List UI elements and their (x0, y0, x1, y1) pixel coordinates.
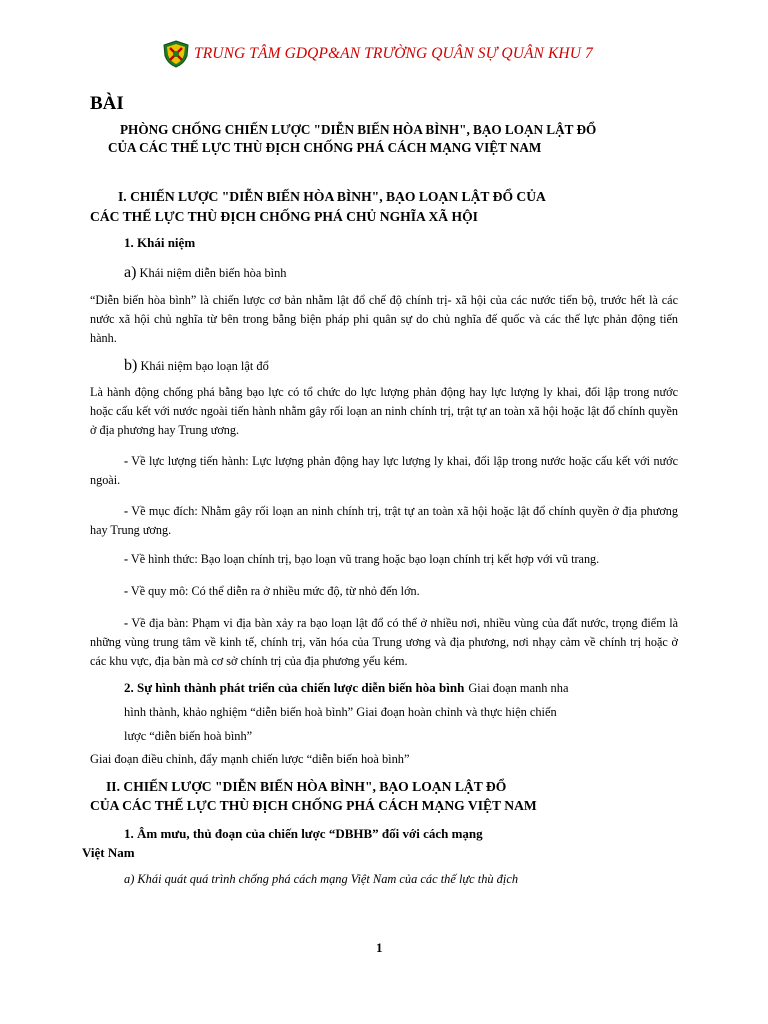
bullet-text: Về mục đích: Nhằm gây rối loạn an ninh chính trị, trật tự an toàn xã hội hoặc lật đổ chính quyền ở địa phương hay Trung ương. (90, 504, 678, 537)
lesson-label: BÀI (90, 93, 124, 114)
page-header (162, 38, 593, 70)
bullet-dash: - (124, 584, 129, 598)
bullet-dash: - (124, 552, 129, 566)
concept-a-label (124, 264, 286, 282)
section-1-sub-1: 1. Khái niệm (124, 235, 196, 250)
section-1-sub-2 (124, 679, 568, 697)
section-2-heading-line-2: CỦA CÁC THẾ LỰC THÙ ĐỊCH CHỐNG PHÁ CÁCH MẠNG VIỆT NAM (90, 798, 537, 813)
bullet-item (90, 452, 678, 490)
concept-b-paragraph: Là hành động chống phá bằng bạo lực có tổ chức do lực lượng phản động hay lực lượng ly khai, đối lập trong nước hoặc cấu kết với nước ngoài tiến hành nhằm gây rối loạn an ninh chính trị, trật tự an toàn xã hội hoặc lật đổ chính quyền ở địa phương hay Trung ương. (90, 385, 678, 437)
lesson-title-line-1: PHÒNG CHỐNG CHIẾN LƯỢC "DIỄN BIẾN HÒA BÌNH", BẠO LOẠN LẬT ĐỔ (120, 122, 597, 137)
concept-a-marker: a) (124, 264, 137, 281)
section-1-sub-2-line-4: Giai đoạn điều chỉnh, đẩy mạnh chiến lược “diễn biến hoà bình” (90, 752, 410, 766)
page-number: 1 (376, 940, 383, 955)
section-1-heading-line-1: I. CHIẾN LƯỢC "DIỄN BIẾN HÒA BÌNH", BẠO LOẠN LẬT ĐỔ CỦA (118, 189, 546, 204)
bullet-item (90, 614, 678, 671)
header-title: TRUNG TÂM GDQP&AN TRƯỜNG QUÂN SỰ QUÂN KHU 7 (194, 45, 593, 62)
concept-a-text: Khái niệm diễn biến hòa bình (139, 266, 287, 280)
bullet-dash: - (124, 454, 129, 468)
section-1-heading-line-2: CÁC THẾ LỰC THÙ ĐỊCH CHỐNG PHÁ CHỦ NGHĨA XÃ HỘI (90, 209, 478, 224)
bullet-item (90, 502, 678, 540)
concept-a-paragraph: “Diễn biến hòa bình” là chiến lược cơ bản nhằm lật đổ chế độ chính trị- xã hội của các nước tiến bộ, trước hết là các nước xã hội chủ nghĩa từ bên trong bằng biện pháp phi quân sự do chủ nghĩa đế quốc và các thế lực phản động tiến hành. (90, 293, 678, 345)
section-2-item-a: a) Khái quát quá trình chống phá cách mạng Việt Nam của các thế lực thù địch (124, 872, 519, 886)
section-1-sub-2-title: 2. Sự hình thành phát triển của chiến lược diễn biến hòa bình (124, 680, 465, 695)
bullet-dash: - (124, 616, 129, 630)
section-2-heading-line-1: II. CHIẾN LƯỢC "DIỄN BIẾN HÒA BÌNH", BẠO LOẠN LẬT ĐỔ (106, 779, 507, 794)
bullet-text: Về quy mô: Có thể diễn ra ở nhiều mức độ, từ nhỏ đến lớn. (130, 584, 420, 598)
bullet-text: Về lực lượng tiến hành: Lực lượng phản động hay lực lượng ly khai, đối lập trong nước hoặc cấu kết với nước ngoài. (90, 454, 678, 487)
lesson-title-line-2: CỦA CÁC THẾ LỰC THÙ ĐỊCH CHỐNG PHÁ CÁCH MẠNG VIỆT NAM (108, 140, 542, 155)
section-2-sub-1-line-1: 1. Âm mưu, thủ đoạn của chiến lược “DBHB” đối với cách mạng (124, 826, 483, 841)
section-2-sub-1-line-2: Việt Nam (82, 845, 135, 860)
concept-b-marker: b) (124, 357, 138, 374)
section-1-sub-2-line-3: lược “diễn biến hoà bình” (124, 729, 253, 743)
bullet-text: Về hình thức: Bạo loạn chính trị, bạo loạn vũ trang hoặc bạo loạn chính trị kết hợp với vũ trang. (130, 552, 600, 566)
section-1-sub-2-rest: Giai đoạn manh nha (468, 681, 569, 695)
concept-b-text: Khái niệm bạo loạn lật đổ (140, 359, 269, 373)
bullet-item (90, 550, 678, 569)
bullet-item (90, 582, 678, 601)
bullet-text: Về địa bàn: Phạm vi địa bàn xảy ra bạo loạn lật đổ có thể ở nhiều nơi, nhiều vùng của đất nước, trọng điểm là những vùng trung tâm về kinh tế, chính trị, văn hóa của Trung ương và địa phương, nơi nhạy cảm về chính trị hoặc ở các khu vực, địa bàn mà cơ sở chính trị của địa phương yếu kém. (90, 616, 678, 668)
military-shield-emblem-icon (162, 40, 190, 68)
section-1-sub-2-line-2: hình thành, khảo nghiệm “diễn biến hoà bình” Giai đoạn hoàn chỉnh và thực hiện chiến (124, 705, 557, 719)
concept-b-label (124, 357, 269, 375)
bullet-dash: - (124, 504, 129, 518)
